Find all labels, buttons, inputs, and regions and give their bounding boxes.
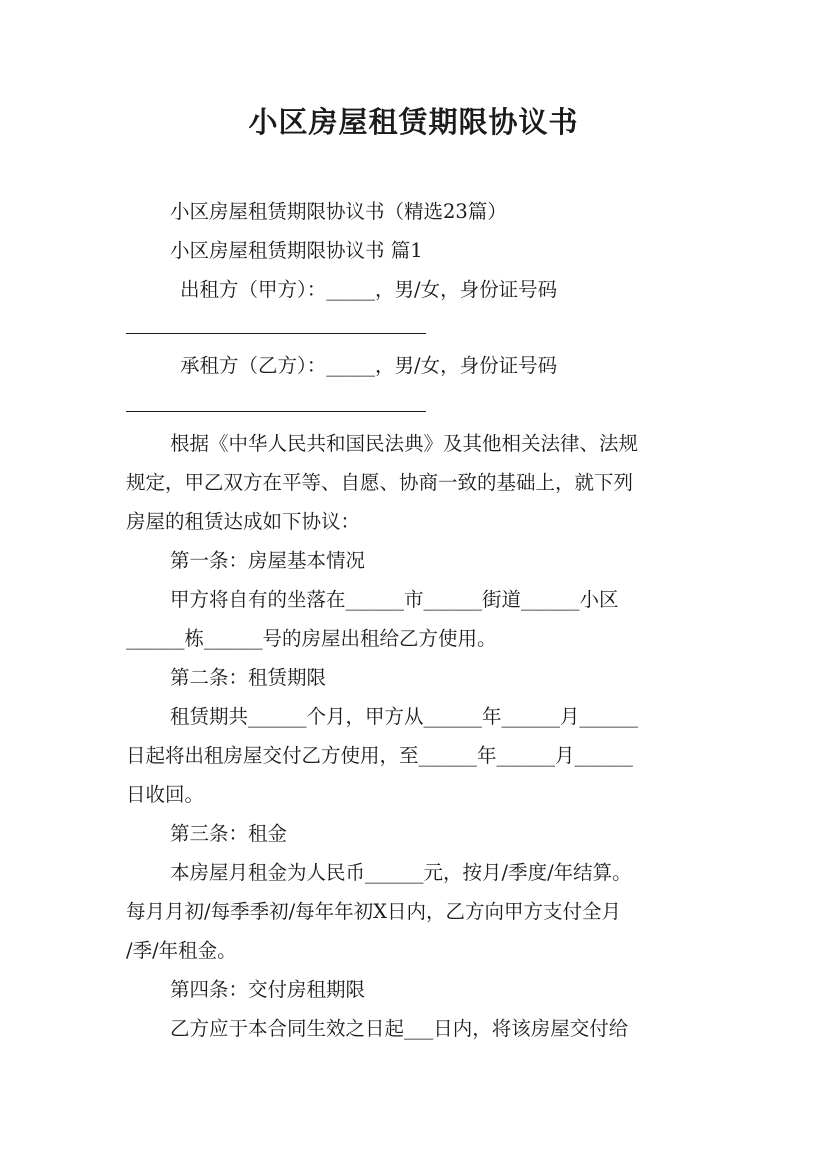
lessor-line: 出租方（甲方）：_____，男/女，身份证号码 [180, 278, 558, 301]
body-line: 乙方应于本合同生效之日起___日内，将该房屋交付给 [170, 1017, 629, 1040]
section-heading: 小区房屋租赁期限协议书 篇1 [170, 239, 423, 262]
document-title: 小区房屋租赁期限协议书 [248, 105, 579, 139]
body-line: 房屋的租赁达成如下协议： [126, 510, 361, 533]
body-line: /季/年租金。 [126, 939, 237, 962]
body-line: 租赁期共______个月，甲方从______年______月______ [170, 705, 639, 728]
body-line: ______栋______号的房屋出租给乙方使用。 [126, 627, 497, 650]
lessee-id-blank [126, 411, 426, 412]
body-line: 根据《中华人民共和国民法典》及其他相关法律、法规 [170, 432, 639, 455]
body-line: 每月月初/每季季初/每年年初X日内，乙方向甲方支付全月 [126, 900, 622, 923]
article-heading: 第一条：房屋基本情况 [170, 549, 366, 572]
body-line: 日收回。 [126, 783, 205, 806]
lessee-line: 承租方（乙方）：_____，男/女，身份证号码 [180, 354, 558, 377]
body-line: 日起将出租房屋交付乙方使用，至______年______月______ [126, 744, 634, 767]
body-line: 本房屋月租金为人民币______元，按月/季度/年结算。 [170, 861, 632, 884]
body-line: 规定，甲乙双方在平等、自愿、协商一致的基础上，就下列 [126, 471, 634, 494]
article-heading: 第二条：租赁期限 [170, 666, 327, 689]
body-line: 甲方将自有的坐落在______市______街道______小区 [170, 588, 619, 611]
article-heading: 第三条：租金 [170, 822, 288, 845]
article-heading: 第四条：交付房租期限 [170, 978, 366, 1001]
lessor-id-blank [126, 333, 426, 334]
subtitle-line: 小区房屋租赁期限协议书（精选23篇） [170, 200, 507, 223]
